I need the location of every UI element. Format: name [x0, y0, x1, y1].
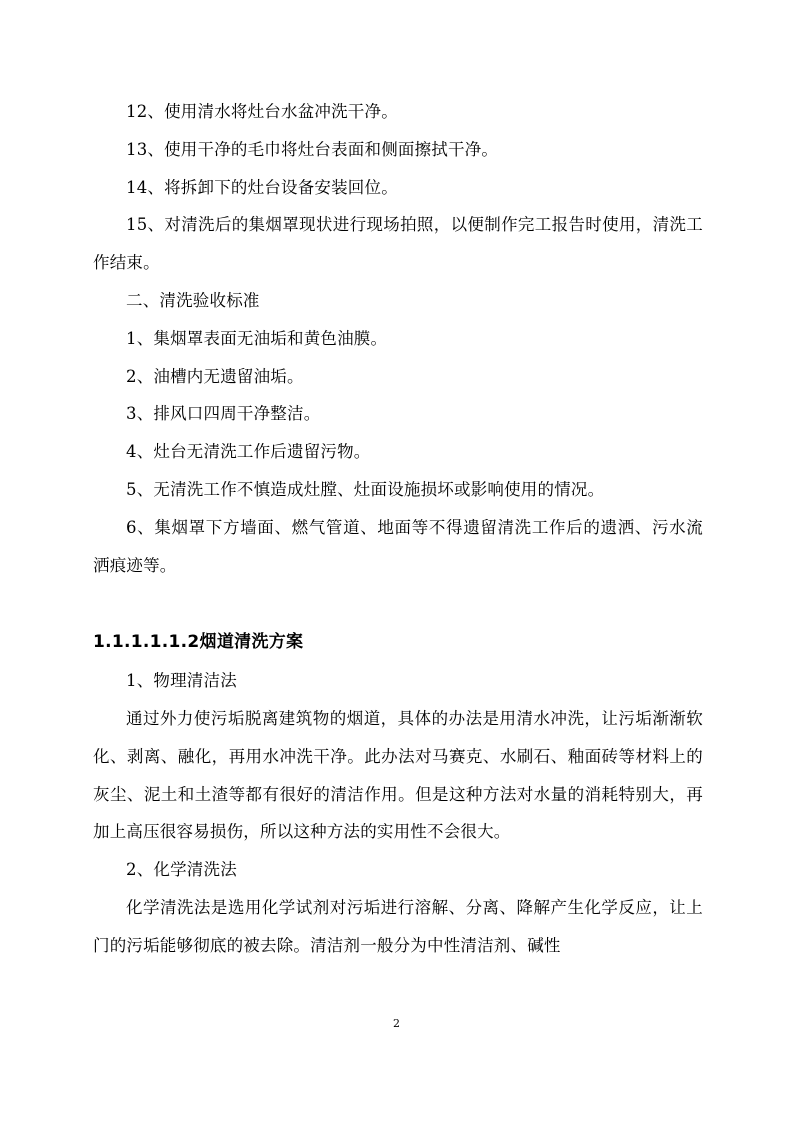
- step-13: 13、使用干净的毛巾将灶台表面和侧面擦拭干净。: [126, 139, 499, 159]
- acceptance-item: 2、油槽内无遗留油垢。: [126, 366, 304, 386]
- acceptance-item: 1、集烟罩表面无油垢和黄色油膜。: [126, 328, 388, 348]
- step-12: 12、使用清水将灶台水盆冲洗干净。: [126, 102, 398, 121]
- acceptance-title: 二、清洗验收标准: [126, 290, 260, 310]
- acceptance-item: 6、集烟罩下方墙面、燃气管道、地面等不得遗留清洗工作后的遗洒、污水流洒痕迹等。: [93, 517, 703, 575]
- chemical-method-title: 2、化学清洗法: [126, 860, 237, 880]
- physical-method-body: 通过外力使污垢脱离建筑物的烟道，具体的办法是用清水冲洗，让污垢渐渐软化、剥离、融化，再用水冲洗干净。此办法对马赛克、水刷石、釉面砖等材料上的灰尘、泥土和土渣等都有很好的清洁作用。但是这种方法对水量的消耗特别大，再加上高压很容易损伤，所以这种方法的实用性不会很大。: [93, 708, 703, 842]
- physical-method-title: 1、物理清洁法: [126, 671, 237, 691]
- chemical-method-body: 化学清洗法是选用化学试剂对污垢进行溶解、分离、降解产生化学反应，让上门的污垢能够彻底的被去除。清洁剂一般分为中性清洁剂、碱性: [93, 897, 703, 955]
- acceptance-item: 5、无清洗工作不慎造成灶膛、灶面设施损坏或影响使用的情况。: [126, 479, 605, 499]
- page-body: [93, 93, 703, 965]
- step-15: 15、对清洗后的集烟罩现状进行现场拍照，以便制作完工报告时使用，清洗工作结束。: [93, 215, 703, 273]
- acceptance-item: 4、灶台无清洗工作后遗留污物。: [126, 442, 371, 462]
- section-heading: 1.1.1.1.1.2烟道清洗方案: [93, 632, 304, 653]
- step-14: 14、将拆卸下的灶台设备安装回位。: [126, 177, 398, 197]
- acceptance-item: 3、排风口四周干净整洁。: [126, 404, 321, 424]
- page-number: 2: [393, 1017, 400, 1030]
